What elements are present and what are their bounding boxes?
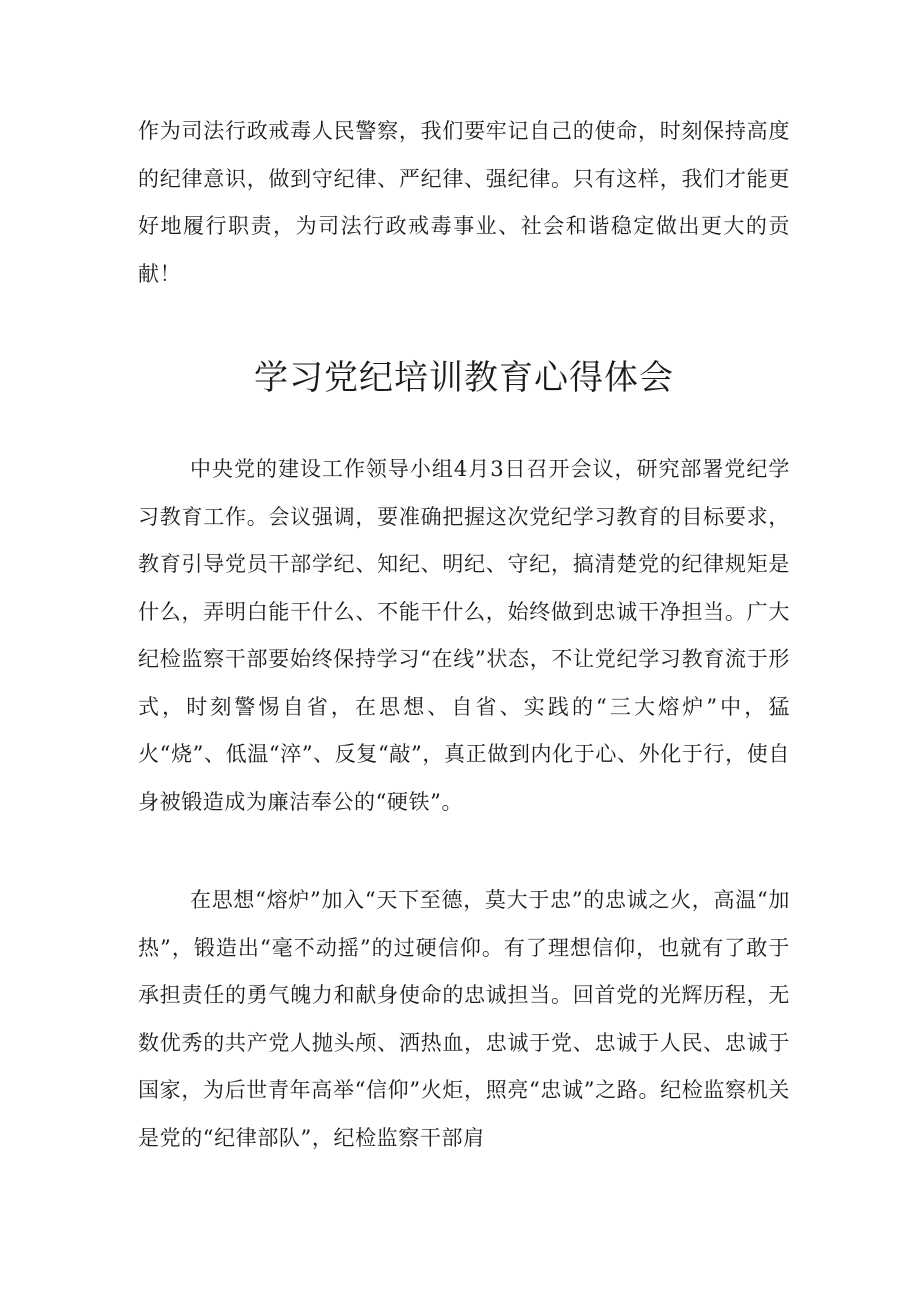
continued-paragraph: 作为司法行政戒毒人民警察，我们要牢记自己的使命，时刻保持高度的纪律意识，做到守纪律、严纪律、强纪律。只有这样，我们才能更好地履行职责，为司法行政戒毒事业、社会和谐稳定做出更大的贡献！ (138, 119, 790, 286)
body-paragraph-1: 中央党的建设工作领导小组4月3日召开会议，研究部署党纪学习教育工作。会议强调，要准确把握这次党纪学习教育的目标要求，教育引导党员干部学纪、知纪、明纪、守纪，搞清楚党的纪律规矩是什么，弄明白能干什么、不能干什么，始终做到忠诚干净担当。广大纪检监察干部要始终保持学习“在线”状态，不让党纪学习教育流于形式，时刻警惕自省，在思想、自省、实践的“三大熔炉”中，猛火“烧”、低温“淬”、反复“敲”，真正做到内化于心、外化于行，使自身被锻造成为廉洁奉公的“硬铁”。 (138, 457, 790, 814)
document-title: 学习党纪培训教育心得体会 (254, 358, 674, 398)
body-paragraph-2: 在思想“熔炉”加入“天下至德，莫大于忠”的忠诚之火，高温“加热”，锻造出“毫不动摇”的过硬信仰。有了理想信仰，也就有了敢于承担责任的勇气魄力和献身使命的忠诚担当。回首党的光辉历程，无数优秀的共产党人抛头颅、洒热血，忠诚于党、忠诚于人民、忠诚于国家，为后世青年高举“信仰”火炬，照亮“忠诚”之路。纪检监察机关是党的“纪律部队”，纪检监察干部肩 (138, 888, 790, 1150)
